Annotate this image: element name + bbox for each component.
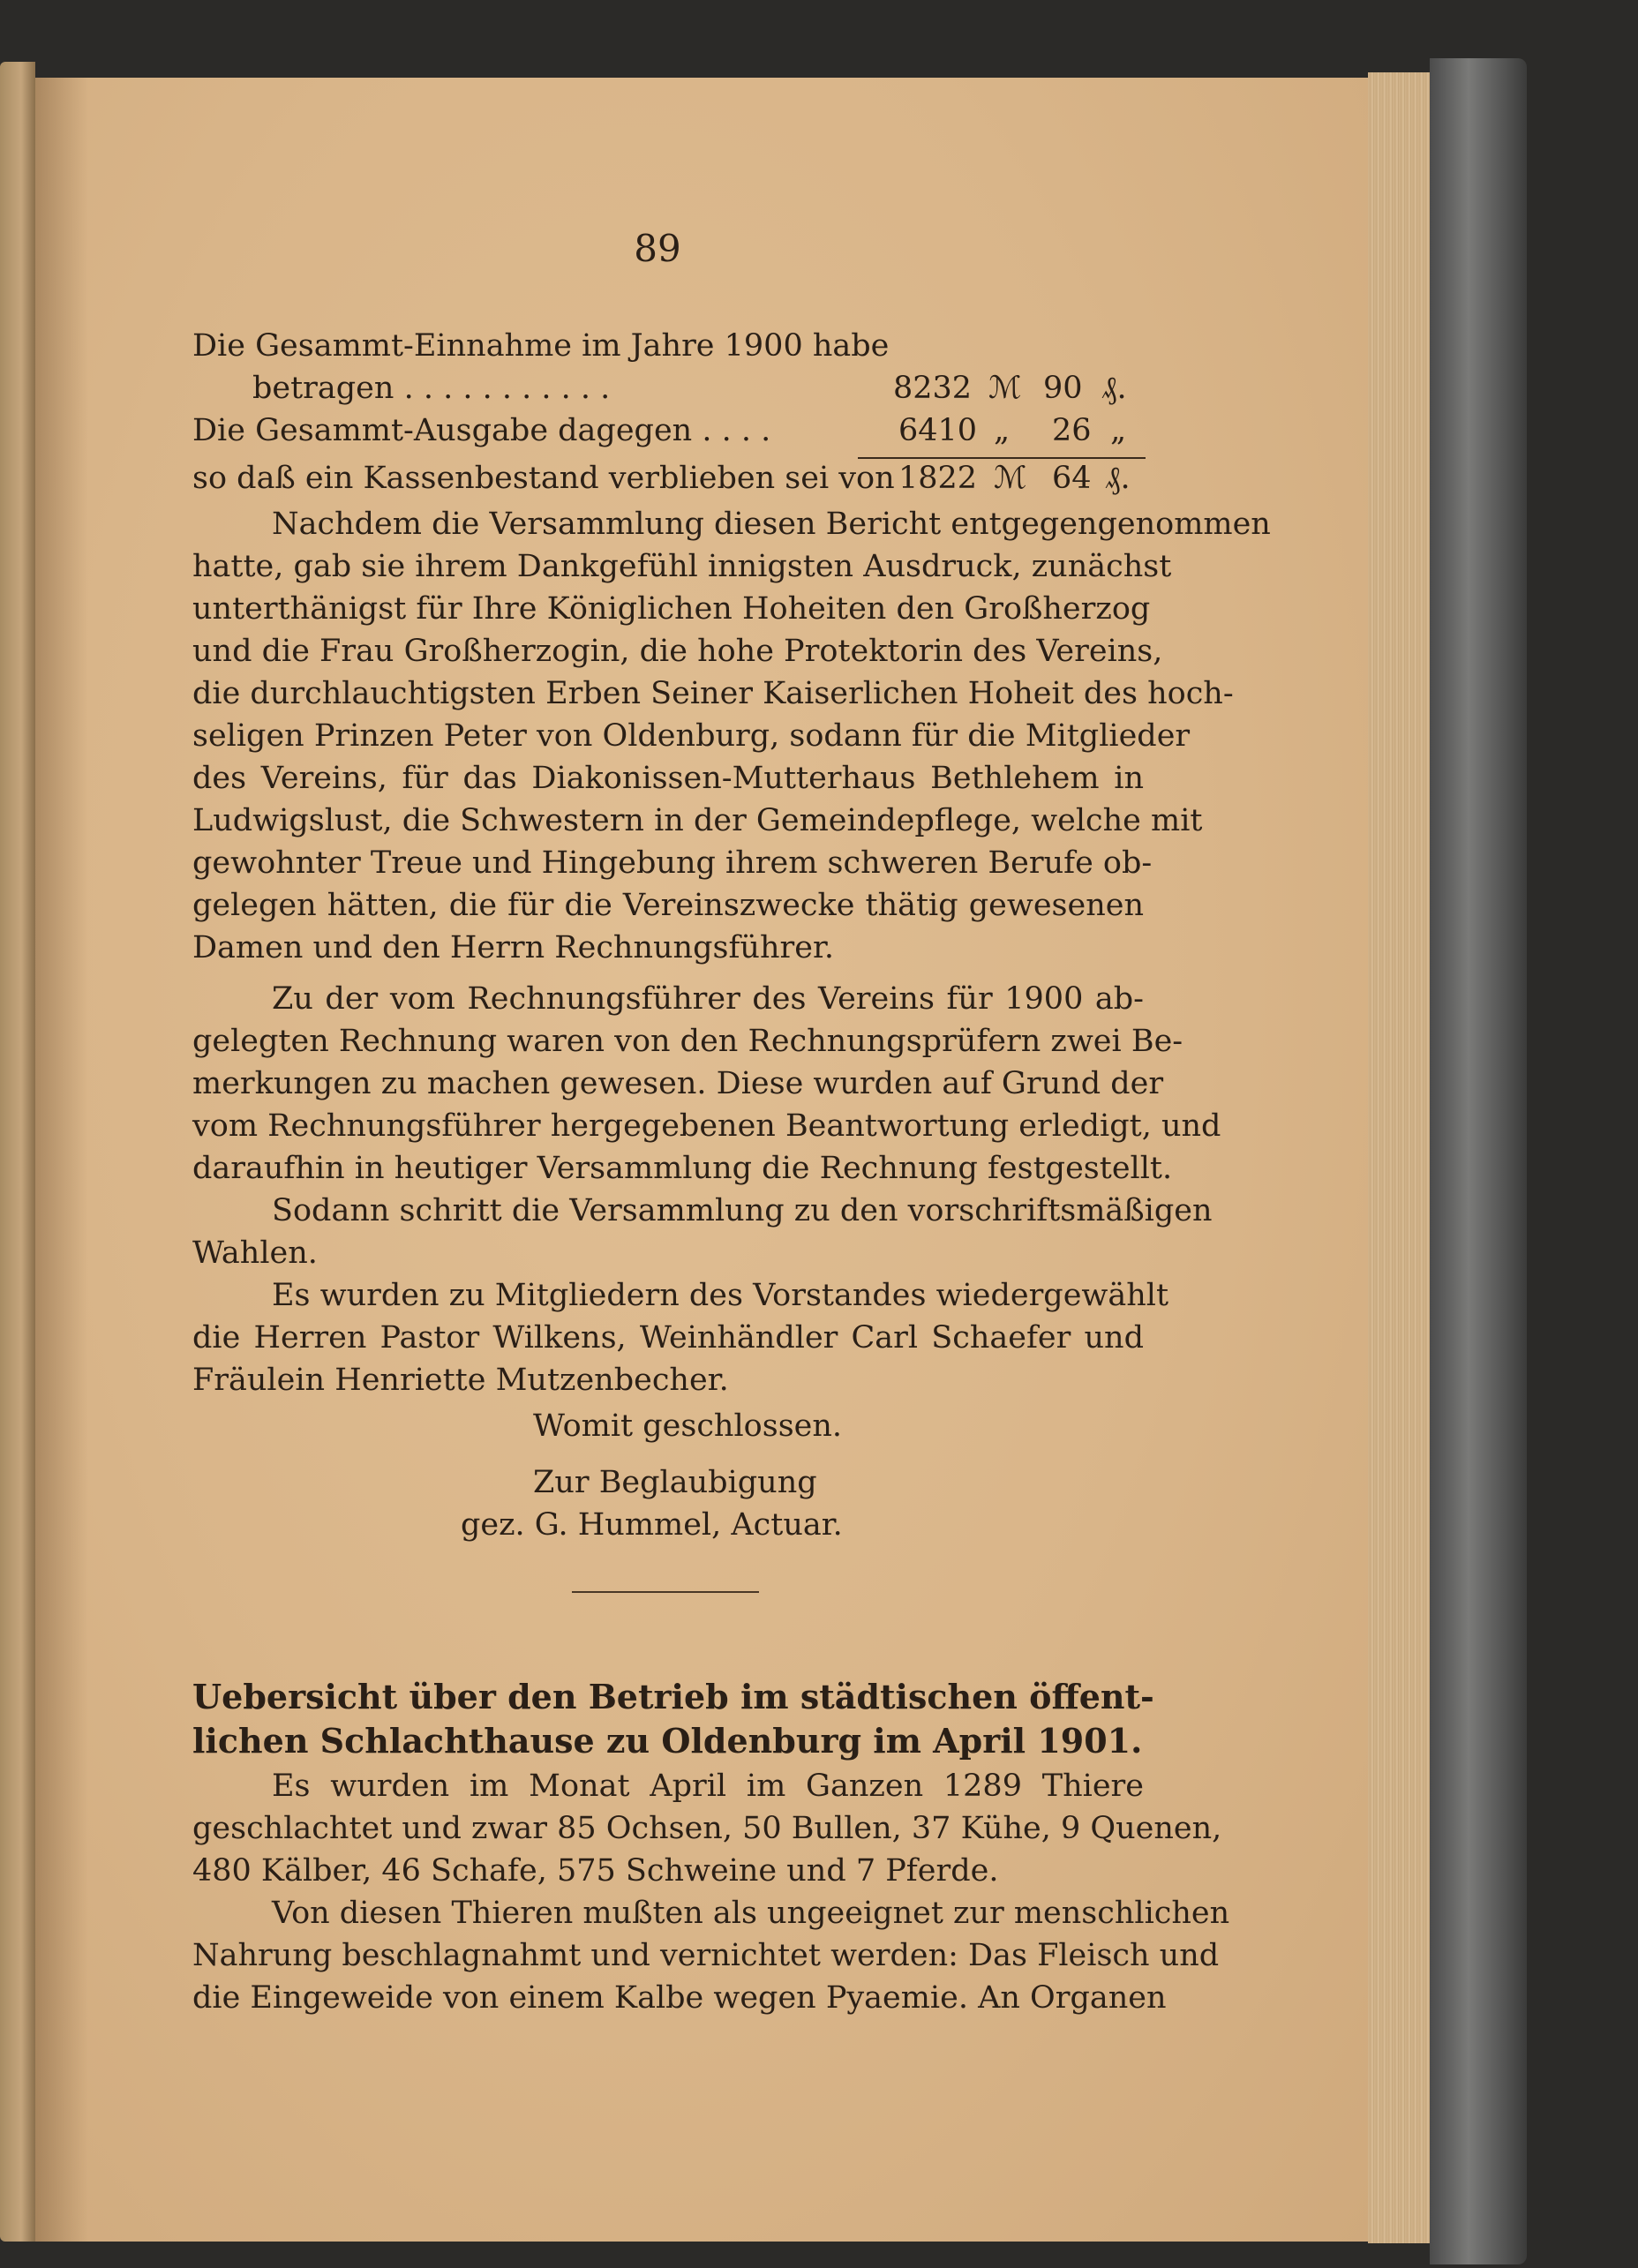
accounts-line-3-amount: 6410 — [898, 413, 978, 448]
paragraph-1-line: seligen Prinzen Peter von Oldenburg, sodann für die Mitglieder — [192, 718, 1191, 754]
paragraph-6-line: Von diesen Thieren mußten als ungeeignet zur menschlichen — [272, 1896, 1230, 1931]
accounts-line-3-unit2: „ — [1110, 413, 1127, 448]
paragraph-1-line: Nachdem die Versammlung diesen Bericht entgegengenommen — [272, 507, 1271, 542]
accounts-line-4-cents: 64 — [1052, 461, 1092, 496]
accounts-line-4-amount: 1822 — [898, 461, 978, 496]
accounts-line-3-label: Die Gesammt-Ausgabe dagegen . . . . — [192, 413, 771, 448]
section-heading-line: lichen Schlachthause zu Oldenburg im April 1901. — [192, 1721, 1143, 1761]
paragraph-1-line: hatte, gab sie ihrem Dankgefühl innigsten Ausdruck, zunächst — [192, 549, 1172, 584]
accounts-line-2-unit: ℳ — [988, 371, 1022, 406]
paragraph-2-line: merkungen zu machen gewesen. Diese wurden auf Grund der — [192, 1066, 1164, 1101]
accounts-line-2-cents: 90 — [1043, 371, 1083, 406]
accounts-line-3-unit: „ — [994, 413, 1011, 448]
accounts-line-1: Die Gesammt-Einnahme im Jahre 1900 habe — [192, 328, 890, 364]
paragraph-4-line: die Herren Pastor Wilkens, Weinhändler Carl Schaefer und — [192, 1320, 1144, 1356]
paragraph-5-line: geschlachtet und zwar 85 Ochsen, 50 Bullen, 37 Kühe, 9 Quenen, — [192, 1811, 1222, 1846]
closing-line: Womit geschlossen. — [533, 1408, 843, 1444]
paragraph-1-line: Damen und den Herrn Rechnungsführer. — [192, 930, 834, 965]
accounts-line-4-label: so daß ein Kassenbestand verblieben sei von — [192, 461, 895, 496]
paragraph-1-line: gewohnter Treue und Hingebung ihrem schweren Berufe ob- — [192, 845, 1153, 881]
paragraph-4-line: Es wurden zu Mitgliedern des Vorstandes wiedergewählt — [272, 1278, 1169, 1313]
accounts-line-3-cents: 26 — [1052, 413, 1092, 448]
paragraph-1-line: und die Frau Großherzogin, die hohe Protektorin des Vereins, — [192, 634, 1163, 669]
accounts-line-4-unit2: ₰. — [1105, 461, 1131, 496]
signature-line: gez. G. Hummel, Actuar. — [461, 1507, 843, 1543]
page-gutter-shadow — [35, 78, 88, 2242]
paragraph-1-line: des Vereins, für das Diakonissen-Mutterhaus Bethlehem in — [192, 761, 1144, 796]
book-cover-edge — [1430, 58, 1527, 2264]
sum-rule — [858, 457, 1146, 459]
section-heading-line: Uebersicht über den Betrieb im städtischen öffent- — [192, 1677, 1154, 1716]
paragraph-3-line: Wahlen. — [192, 1235, 318, 1271]
paragraph-2-line: gelegten Rechnung waren von den Rechnungsprüfern zwei Be- — [192, 1024, 1183, 1059]
paragraph-5-line: 480 Kälber, 46 Schafe, 575 Schweine und 7 Pferde. — [192, 1853, 999, 1889]
paragraph-2-line: vom Rechnungsführer hergegebenen Beantwortung erledigt, und — [192, 1108, 1221, 1144]
paragraph-1-line: Ludwigslust, die Schwestern in der Gemeindepflege, welche mit — [192, 803, 1203, 838]
paragraph-4-line: Fräulein Henriette Mutzenbecher. — [192, 1363, 729, 1398]
paragraph-1-line: die durchlauchtigsten Erben Seiner Kaiserlichen Hoheit des hoch- — [192, 676, 1234, 711]
paragraph-2-line: Zu der vom Rechnungsführer des Vereins für 1900 ab- — [272, 981, 1144, 1017]
accounts-line-2-unit2: ₰. — [1101, 371, 1127, 406]
accounts-line-2-label: betragen . . . . . . . . . . . — [252, 371, 611, 406]
paragraph-2-line: daraufhin in heutiger Versammlung die Rechnung festgestellt. — [192, 1151, 1173, 1186]
adjacent-page-edge — [0, 62, 35, 2242]
paragraph-1-line: gelegen hätten, die für die Vereinszwecke thätig gewesenen — [192, 888, 1144, 923]
page-block-edge — [1368, 72, 1430, 2243]
attestation-line: Zur Beglaubigung — [533, 1465, 817, 1500]
paragraph-1-line: unterthänigst für Ihre Königlichen Hoheiten den Großherzog — [192, 591, 1151, 627]
accounts-line-2-amount: 8232 — [893, 371, 973, 406]
paragraph-5-line: Es wurden im Monat April im Ganzen 1289 Thiere — [272, 1769, 1144, 1804]
paragraph-3-line: Sodann schritt die Versammlung zu den vorschriftsmäßigen — [272, 1193, 1213, 1228]
section-divider — [572, 1591, 759, 1593]
paragraph-6-line: die Eingeweide von einem Kalbe wegen Pyaemie. An Organen — [192, 1980, 1167, 2016]
paragraph-6-line: Nahrung beschlagnahmt und vernichtet werden: Das Fleisch und — [192, 1938, 1220, 1973]
accounts-line-4-unit: ℳ — [994, 461, 1027, 496]
page-number: 89 — [634, 227, 681, 270]
